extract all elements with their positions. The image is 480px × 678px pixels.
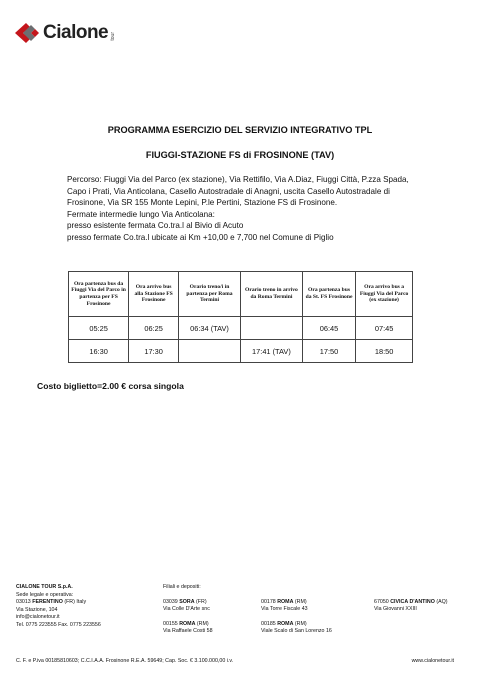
legal-info: C. F. e P.iva 00185810603; C.C.I.A.A. Frosinone R.E.A. 59649; Cap. Soc. € 3.100.000,00 i.v. <box>16 658 234 664</box>
cialone-logo-icon <box>14 22 40 44</box>
sede-prov: (FR) Italy <box>64 599 87 606</box>
branch-cap: 00185 <box>261 621 276 627</box>
branch-city: ROMA <box>179 621 196 627</box>
table-cell: 06:34 (TAV) <box>179 317 241 340</box>
table-cell <box>240 317 302 340</box>
phone-fax: Tel. 0775 223555 Fax. 0775 223556 <box>16 621 101 628</box>
table-cell: 06:25 <box>129 317 179 340</box>
table-cell: 18:50 <box>356 340 413 363</box>
branch-sora <box>163 599 273 613</box>
branch-address: Via Colle D'Arte snc <box>163 605 210 612</box>
website-link[interactable]: www.cialonetour.it <box>411 658 454 664</box>
footer-company-info <box>16 584 146 630</box>
sede-city-line <box>16 599 146 607</box>
sede-cap: 03013 <box>16 599 31 606</box>
table-row <box>69 340 413 363</box>
branch-cap: 67050 <box>374 599 389 605</box>
branch-civica <box>374 599 480 613</box>
branch-address: Via Giovanni XXIII <box>374 605 417 612</box>
branch-cap: 00155 <box>163 621 178 627</box>
branch-prov: (RM) <box>196 621 209 627</box>
email-link[interactable]: info@cialonetour.it <box>16 614 60 621</box>
percorso-text: Percorso: Fiuggi Via del Parco (ex stazione), Via Rettifilo, Via A.Diaz, Fiuggi Città, P.zza Spada, Capo i Prati, Via Anticolana, Casello Autostradale di Anagni, uscita Casello Autostradale di Frosinone, Via SR 155 Monte Lepini, P.le Pertini, Stazione FS di Frosinone. <box>67 175 409 208</box>
header-departure-fiuggi: Ora partenza bus da Fiuggi Via del Parco in partenza per FS Frosinone <box>69 272 129 317</box>
header-train-to-roma: Orario treno/i in partenza per Roma Termini <box>179 272 241 317</box>
header-arrival-fiuggi: Ora arrivo bus a Fiuggi Via del Parco (ex stazione) <box>356 272 413 317</box>
logo-subtext: tour <box>110 31 117 41</box>
table-cell: 17:30 <box>129 340 179 363</box>
header-train-from-roma: Orario treno in arrivo da Roma Termini <box>240 272 302 317</box>
table-cell: 07:45 <box>356 317 413 340</box>
fermate-heading: Fermate intermedie lungo Via Anticolana: <box>67 209 215 219</box>
branch-city: SORA <box>179 599 195 605</box>
branch-cap: 03039 <box>163 599 178 605</box>
table-cell: 06:45 <box>302 317 355 340</box>
filiali-label: Filiali e depositi: <box>163 584 201 590</box>
header-arrival-frosinone: Ora arrivo bus alla Stazione FS Frosinone <box>129 272 179 317</box>
branch-city: CIVICA D'ANTINO <box>390 599 435 605</box>
branch-cap: 00178 <box>261 599 276 605</box>
sede-address: Via Stazione, 104 <box>16 606 58 613</box>
table-cell: 05:25 <box>69 317 129 340</box>
fermata-line-2: presso fermate Co.tra.l ubicate ai Km +10,00 e 7,700 nel Comune di Piglio <box>67 232 334 242</box>
sede-city: FERENTINO <box>32 599 63 606</box>
branch-prov: (FR) <box>196 599 207 605</box>
ticket-cost: Costo biglietto=2.00 € corsa singola <box>37 381 184 391</box>
branch-roma-scalo <box>261 621 371 635</box>
header-departure-frosinone: Ora partenza bus da St. FS Frosinone <box>302 272 355 317</box>
branch-address: Via Raffaele Costi 58 <box>163 627 213 634</box>
branch-prov: (RM) <box>294 599 307 605</box>
table-cell <box>179 340 241 363</box>
company-logo <box>14 20 116 46</box>
branch-roma-torre <box>261 599 371 613</box>
branch-prov: (AQ) <box>436 599 448 605</box>
branch-prov: (RM) <box>294 621 307 627</box>
document-title: PROGRAMMA ESERCIZIO DEL SERVIZIO INTEGRATIVO TPL <box>107 125 373 135</box>
route-description <box>67 174 417 244</box>
table-cell: 17:41 (TAV) <box>240 340 302 363</box>
timetable <box>68 271 413 363</box>
sede-label: Sede legale e operativa: <box>16 591 74 598</box>
branch-address: Via Torre Fiscale 43 <box>261 605 308 612</box>
logo-wordmark: Cialone <box>43 22 109 43</box>
route-title: FIUGGI-STAZIONE FS di FROSINONE (TAV) <box>145 150 335 160</box>
table-cell: 17:50 <box>302 340 355 363</box>
table-cell: 16:30 <box>69 340 129 363</box>
company-name: CIALONE TOUR S.p.A. <box>16 584 73 590</box>
table-row <box>69 317 413 340</box>
fermata-line-1: presso esistente fermata Co.tra.l al Bivio di Acuto <box>67 221 244 231</box>
branch-roma-costi <box>163 621 273 635</box>
branch-city: ROMA <box>277 621 294 627</box>
table-header-row <box>69 272 413 317</box>
branch-address: Viale Scalo di San Lorenzo 16 <box>261 627 332 634</box>
branch-city: ROMA <box>277 599 294 605</box>
